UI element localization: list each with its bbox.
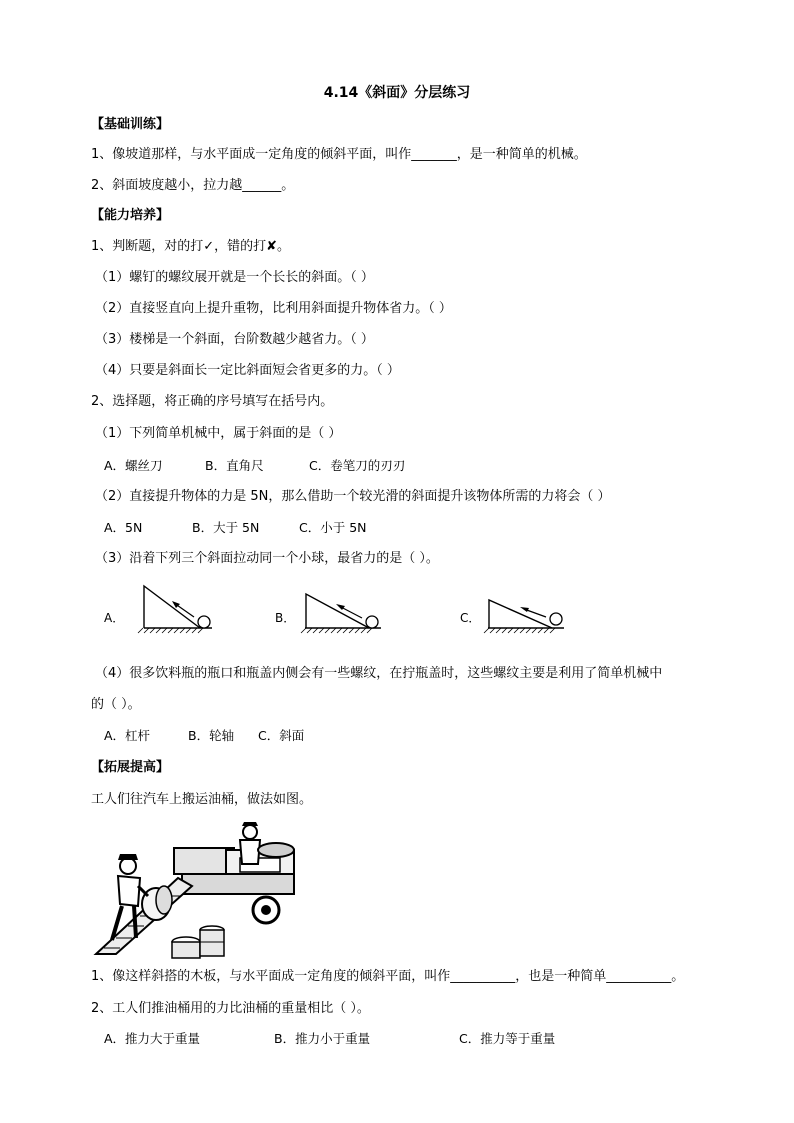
judge-item-1: （1）螺钉的螺纹展开就是一个长长的斜面。（ ） — [95, 270, 374, 285]
judge-item-4: （4）只要是斜面长一定比斜面短会省更多的力。（ ） — [95, 363, 400, 378]
choice-q4-option-b: B．轮轴 — [188, 728, 235, 743]
choice-q1-option-a: A．螺丝刀 — [104, 458, 163, 473]
choice-q4-option-a: A．杠杆 — [104, 728, 151, 743]
extend-q2-option-a: A．推力大于重量 — [104, 1031, 201, 1046]
extend-intro: 工人们往汽车上搬运油桶，做法如图。 — [91, 792, 313, 807]
slope-a-label: A． — [104, 611, 125, 625]
choice-stem: 2、选择题，将正确的序号填写在括号内。 — [91, 394, 334, 409]
extend-q2-option-b: B．推力小于重量 — [274, 1031, 371, 1046]
page-title: 4.14《斜面》分层练习 — [323, 85, 471, 101]
extend-q2-option-c: C．推力等于重量 — [459, 1031, 556, 1046]
slope-c-label: C． — [460, 611, 481, 625]
choice-question-4-line-2: 的（ ）。 — [91, 697, 141, 712]
slope-figure-b — [273, 582, 385, 634]
choice-question-3: （3）沿着下列三个斜面拉动同一个小球，最省力的是（ ）。 — [95, 551, 439, 566]
choice-q1-option-b: B．直角尺 — [205, 458, 264, 473]
judge-stem: 1、判断题，对的打✓，错的打✘。 — [91, 239, 291, 254]
slope-b-label: B． — [275, 611, 296, 625]
choice-q2-option-c: C．小于 5N — [299, 520, 367, 535]
basic-question-2: 2、斜面坡度越小，拉力越______。 — [91, 178, 295, 193]
section-extend-heading: 【拓展提高】 — [91, 760, 170, 775]
extend-question-2: 2、工人们推油桶用的力比油桶的重量相比（ ）。 — [91, 1001, 370, 1016]
section-ability-heading: 【能力培养】 — [91, 208, 170, 223]
choice-question-1: （1）下列简单机械中，属于斜面的是（ ） — [95, 426, 342, 441]
choice-q2-option-b: B．大于 5N — [192, 520, 260, 535]
choice-question-4-line-1: （4）很多饮料瓶的瓶口和瓶盖内侧会有一些螺纹，在拧瓶盖时，这些螺纹主要是利用了简单机械中 — [95, 666, 663, 681]
slope-figure-a — [102, 582, 214, 634]
judge-item-2: （2）直接竖直向上提升重物，比利用斜面提升物体省力。（ ） — [95, 301, 452, 316]
choice-q1-option-c: C．卷笔刀的刃刃 — [309, 458, 406, 473]
choice-question-2: （2）直接提升物体的力是 5N，那么借助一个较光滑的斜面提升该物体所需的力将会（ ） — [95, 489, 611, 504]
choice-q4-option-c: C．斜面 — [258, 728, 305, 743]
choice-q2-option-a: A．5N — [104, 520, 143, 535]
judge-item-3: （3）楼梯是一个斜面，台阶数越少越省力。（ ） — [95, 332, 374, 347]
section-basic-heading: 【基础训练】 — [91, 117, 170, 132]
truck-loading-illustration — [90, 820, 300, 960]
extend-question-1: 1、像这样斜搭的木板，与水平面成一定角度的倾斜平面，叫作__________，也是一种简单__________。 — [91, 969, 685, 984]
basic-question-1: 1、像坡道那样，与水平面成一定角度的倾斜平面，叫作_______，是一种简单的机械。 — [91, 147, 587, 162]
slope-figure-c — [458, 582, 570, 634]
